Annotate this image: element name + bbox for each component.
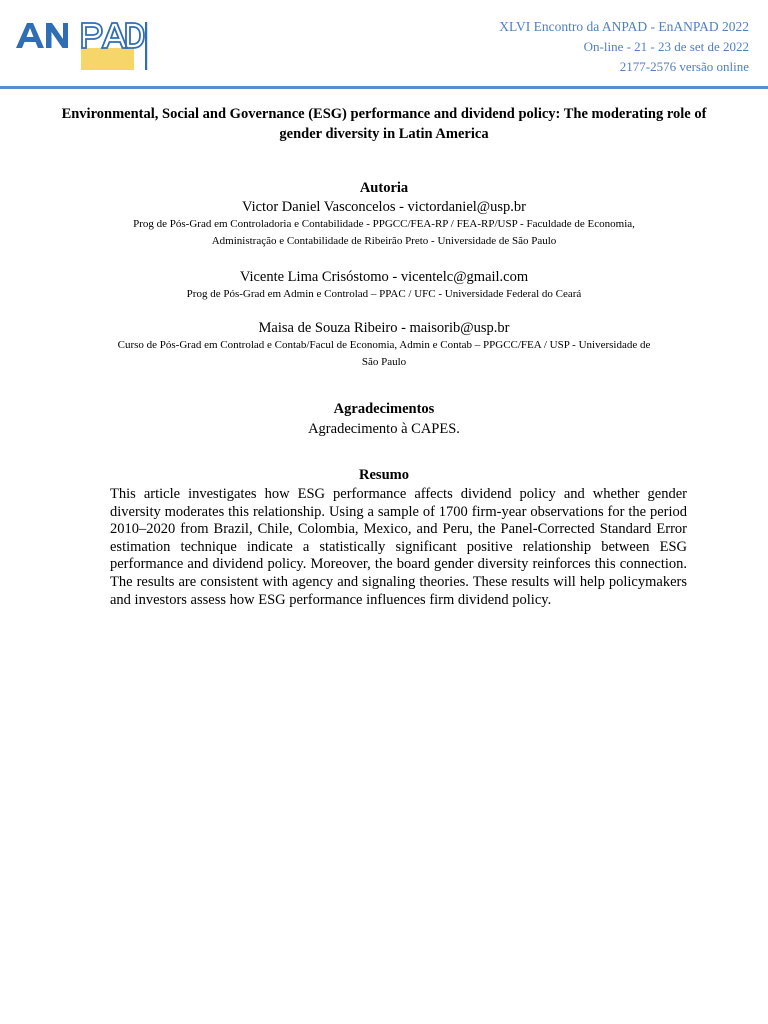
abstract-text: This article investigates how ESG performance affects dividend policy and whether gender diversity moderates this relationship. Using a sample of 1700 firm-year observations for the period 2010–2020 from Brazil, Chile, Colombia, Mexico, and Peru, the Panel-Corrected Standard Error estimation technique indicate a statistically significant positive relationship between ESG performance and dividend policy. Moreover, the board gender diversity reinforces this connection. The results are consistent with agency and signaling theories. These results will help policymakers and investors assess how ESG performance influences firm dividend policy. <box>110 486 687 608</box>
authorship-heading: Autoria <box>359 180 409 196</box>
conference-name: XLVI Encontro da ANPAD - EnANPAD 2022 <box>499 19 749 34</box>
author-3-affiliation-line1: Curso de Pós-Grad em Controlad e Contab/Facul de Economia, Admin e Contab – PPGCC/FEA / USP - Universidade de <box>117 339 651 351</box>
anpad-logo <box>16 18 150 72</box>
author-1-affiliation-line1: Prog de Pós-Grad em Controladoria e Contabilidade - PPGCC/FEA-RP / FEA-RP/USP - Faculdade de Economia, <box>133 218 635 230</box>
author-2-name-email: Vicente Lima Crisóstomo - vicentelc@gmail.com <box>239 269 529 285</box>
author-3-affiliation-line2: São Paulo <box>361 356 407 368</box>
conference-dates: On-line - 21 - 23 de set de 2022 <box>583 39 749 54</box>
author-2-affiliation-line1: Prog de Pós-Grad em Admin e Controlad – PPAC / UFC - Universidade Federal do Ceará <box>186 288 582 300</box>
author-2-affiliation <box>100 286 668 303</box>
conference-issn: 2177-2576 versão online <box>619 59 749 74</box>
paper-title: Environmental, Social and Governance (ESG) performance and dividend policy: The moderating role of gender diversity in Latin America <box>61 106 707 142</box>
acknowledgments-heading: Agradecimentos <box>333 401 435 417</box>
author-1-affiliation <box>100 216 668 250</box>
author-3-affiliation <box>100 337 668 371</box>
acknowledgments-text: Agradecimento à CAPES. <box>308 421 460 437</box>
conference-info <box>499 17 749 77</box>
author-1-name-email: Victor Daniel Vasconcelos - victordaniel@usp.br <box>241 199 526 215</box>
header-divider <box>0 86 768 89</box>
abstract-heading: Resumo <box>359 467 409 483</box>
author-1-affiliation-line2: Administração e Contabilidade de Ribeirão Preto - Universidade de São Paulo <box>211 235 557 247</box>
author-3-name-email: Maisa de Souza Ribeiro - maisorib@usp.br <box>258 320 510 336</box>
